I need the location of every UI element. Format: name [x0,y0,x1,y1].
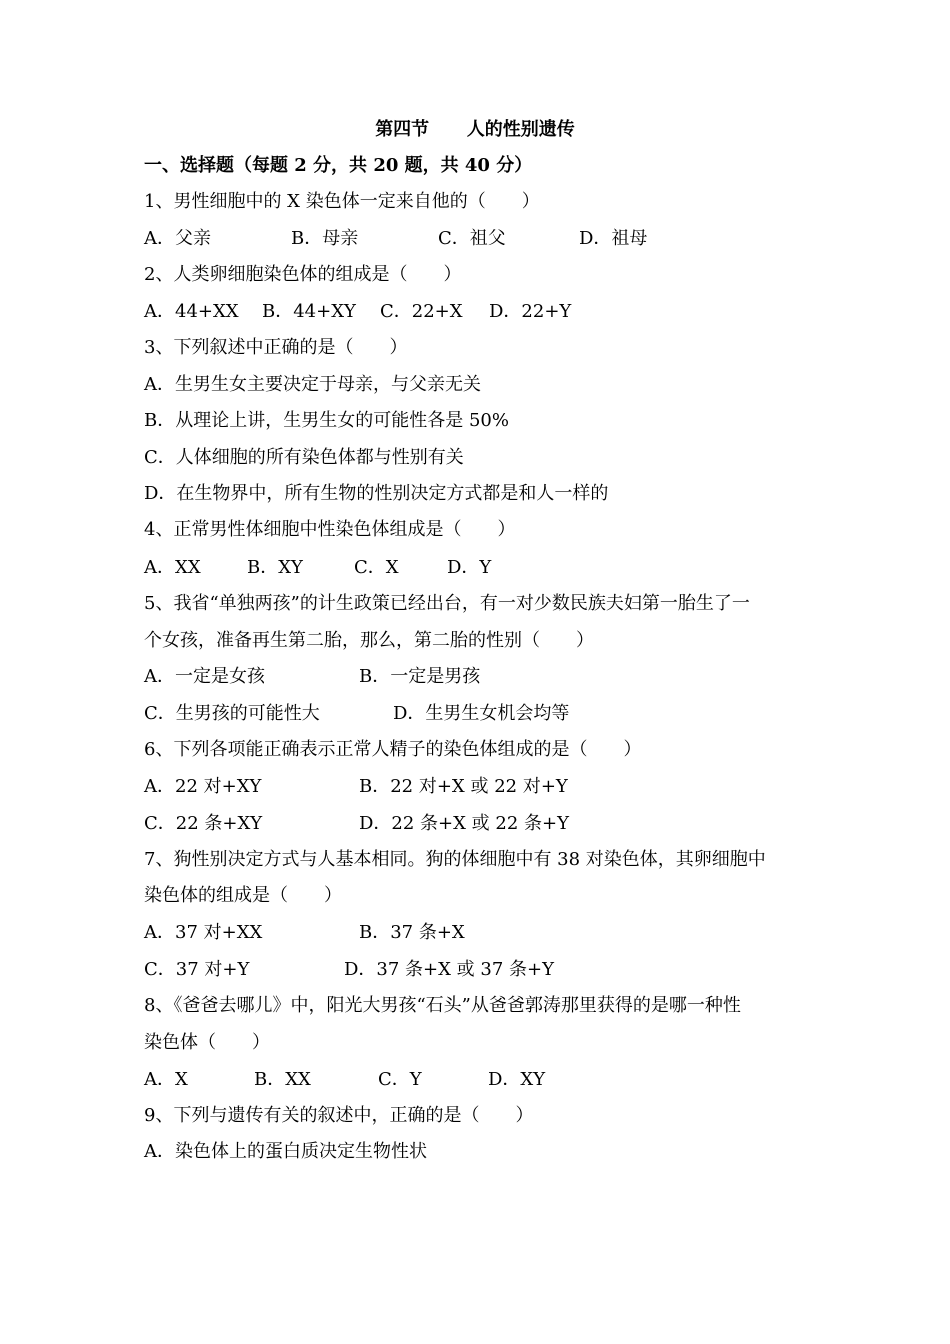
page-title: 第四节 人的性别遗传 [375,119,575,140]
question-1-option-d: D．祖母 [579,228,648,249]
question-5-option-c: C．生男孩的可能性大 [144,703,320,724]
question-2-stem: 2、人类卵细胞染色体的组成是（ ） [144,264,462,285]
question-3-option-d: D．在生物界中，所有生物的性别决定方式都是和人一样的 [144,483,609,504]
question-5-option-b: B．一定是男孩 [359,666,481,687]
question-6-option-b: B．22 对+X 或 22 对+Y [359,776,568,797]
question-8-option-a: A．X [144,1069,188,1090]
question-1-option-a: A．父亲 [144,228,211,249]
question-5-option-d: D．生男生女机会均等 [393,703,570,724]
question-4-option-d: D．Y [447,557,492,578]
question-7-stem-line-1: 7、狗性别决定方式与人基本相同。狗的体细胞中有 38 对染色体，其卵细胞中 [144,849,766,870]
question-5-stem-line-1: 5、我省“单独两孩”的计生政策已经出台，有一对少数民族夫妇第一胎生了一 [144,593,750,614]
question-7-option-a: A．37 对+XX [144,922,263,943]
question-4-stem: 4、正常男性体细胞中性染色体组成是（ ） [144,519,516,540]
question-6-option-c: C．22 条+XY [144,813,263,834]
question-6-stem: 6、下列各项能正确表示正常人精子的染色体组成的是（ ） [144,739,642,760]
question-3-option-a: A．生男生女主要决定于母亲，与父亲无关 [144,374,481,395]
question-7-option-c: C．37 对+Y [144,959,250,980]
question-2-option-b: B．44+XY [262,301,356,322]
question-9-stem: 9、下列与遗传有关的叙述中，正确的是（ ） [144,1105,534,1126]
question-4-option-a: A．XX [144,557,201,578]
question-7-option-b: B．37 条+X [359,922,465,943]
question-8-stem-line-2: 染色体（ ） [144,1032,270,1053]
question-7-option-d: D．37 条+X 或 37 条+Y [344,959,554,980]
question-8-option-c: C．Y [378,1069,422,1090]
question-8-option-b: B．XX [254,1069,311,1090]
question-8-option-d: D．XY [488,1069,546,1090]
question-6-option-a: A．22 对+XY [144,776,262,797]
question-3-option-c: C．人体细胞的所有染色体都与性别有关 [144,447,464,468]
question-1-option-c: C．祖父 [438,228,506,249]
question-4-option-b: B．XY [247,557,303,578]
question-7-stem-line-2: 染色体的组成是（ ） [144,885,342,906]
question-3-option-b: B．从理论上讲，生男生女的可能性各是 50% [144,410,509,431]
question-9-option-a: A．染色体上的蛋白质决定生物性状 [144,1141,427,1162]
question-5-option-a: A．一定是女孩 [144,666,265,687]
question-2-option-a: A．44+XX [144,301,239,322]
question-1-option-b: B．母亲 [291,228,359,249]
question-4-option-c: C．X [354,557,399,578]
question-2-option-d: D．22+Y [489,301,572,322]
question-6-option-d: D．22 条+X 或 22 条+Y [359,813,569,834]
question-1-stem: 1、男性细胞中的 X 染色体一定来自他的（ ） [144,191,540,212]
question-8-stem-line-1: 8、《爸爸去哪儿》中，阳光大男孩“石头”从爸爸郭涛那里获得的是哪一种性 [144,995,741,1016]
question-3-stem: 3、下列叙述中正确的是（ ） [144,337,408,358]
question-5-stem-line-2: 个女孩，准备再生第二胎，那么，第二胎的性别（ ） [144,630,594,651]
section-heading: 一、选择题（每题 2 分，共 20 题，共 40 分） [144,155,533,176]
question-2-option-c: C．22+X [380,301,463,322]
